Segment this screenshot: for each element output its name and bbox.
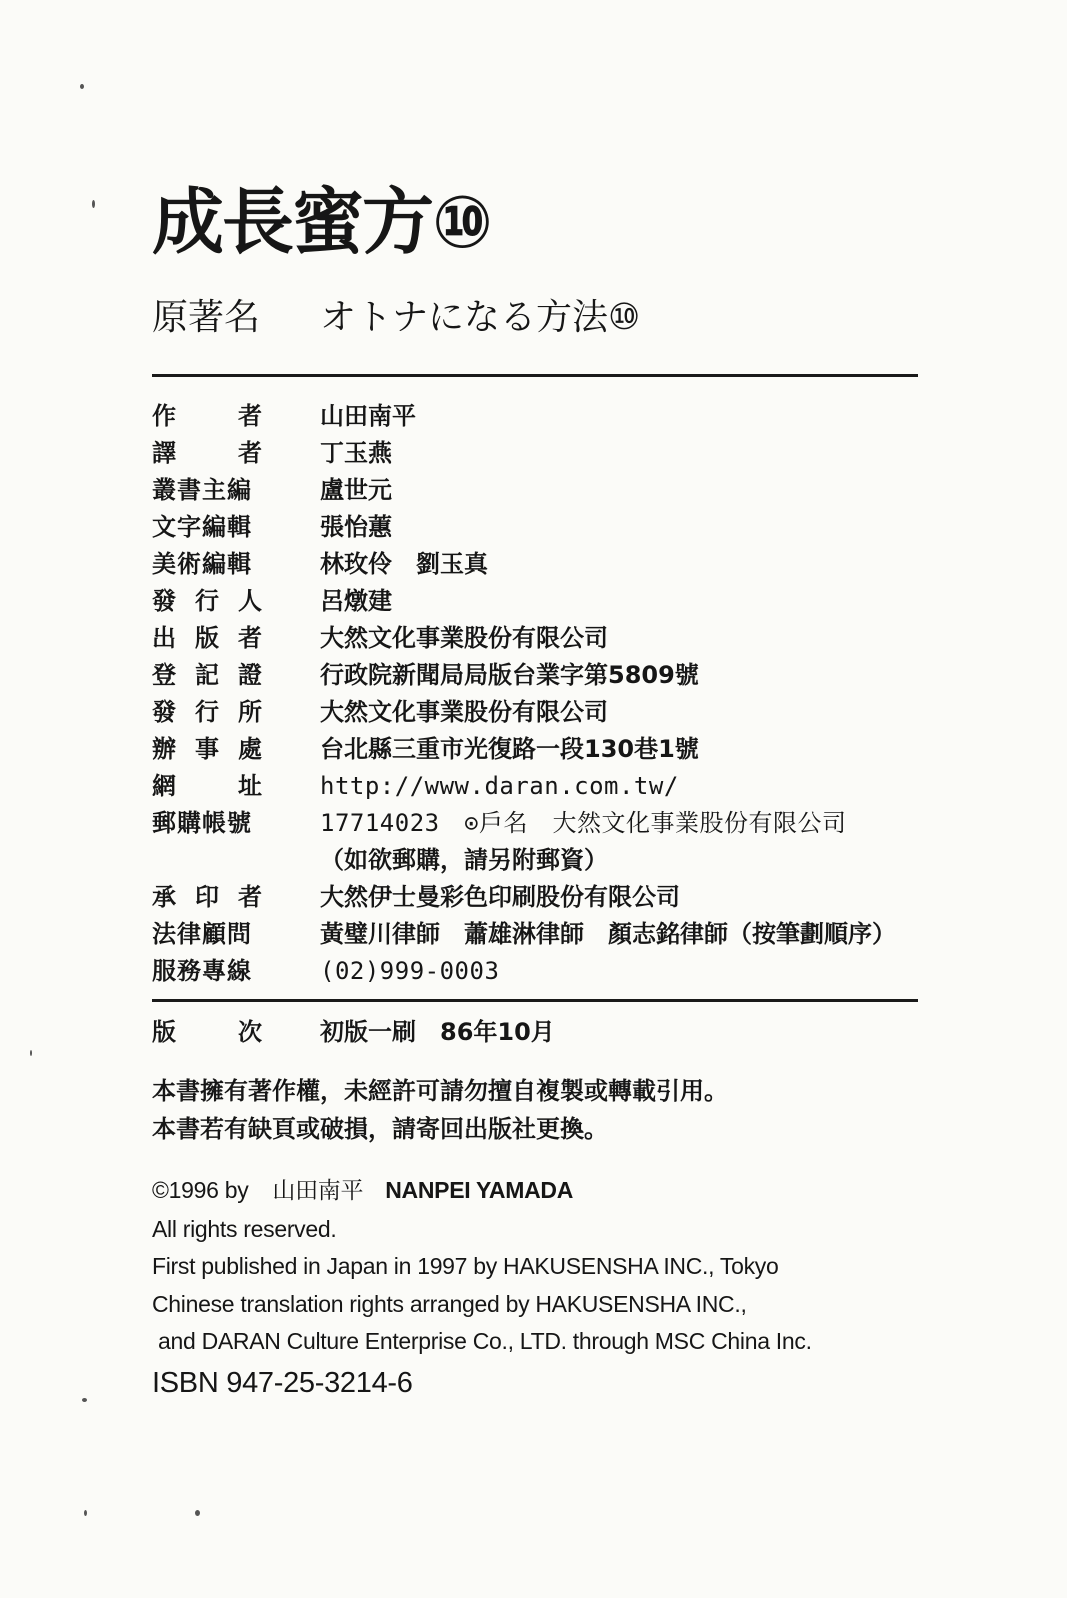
scan-speck <box>84 1510 87 1516</box>
english-line: Chinese translation rights arranged by HAKUSENSHA INC., <box>152 1290 747 1317</box>
edition-row <box>152 1014 555 1051</box>
original-title-label: 原著名 <box>152 297 261 338</box>
credit-key: 法律顧問 <box>152 920 252 948</box>
credit-key: 作 者 <box>152 402 262 430</box>
credit-row <box>152 620 896 657</box>
english-line: and DARAN Culture Enterprise Co., LTD. through MSC China Inc. <box>158 1328 812 1354</box>
credit-row <box>152 916 896 953</box>
original-title <box>152 297 641 338</box>
credit-value: 張怡蕙 <box>320 513 392 541</box>
scan-speck <box>80 84 84 89</box>
scan-speck <box>82 1398 87 1402</box>
top-divider <box>152 374 918 377</box>
scan-speck <box>92 200 95 208</box>
credit-value: 台北縣三重市光復路一段130巷1號 <box>320 735 699 763</box>
credit-value: 17714023 ⊙戶名 大然文化事業股份有限公司 <box>320 809 847 837</box>
copyright-author-en: NANPEI YAMADA <box>385 1177 574 1203</box>
credit-row <box>152 953 896 990</box>
credit-key: 叢書主編 <box>152 476 252 504</box>
credit-key: 承 印 者 <box>152 883 262 911</box>
scan-speck <box>195 1510 200 1516</box>
credit-row <box>152 583 896 620</box>
credit-value: 大然文化事業股份有限公司 <box>320 698 608 726</box>
english-line: All rights reserved. <box>152 1215 337 1242</box>
copyright-notices <box>152 1072 728 1148</box>
credit-value: 行政院新聞局局版台業字第5809號 <box>320 661 699 689</box>
credit-key: 服務專線 <box>152 957 252 985</box>
credit-row <box>152 768 896 805</box>
credit-value: 丁玉燕 <box>320 439 392 467</box>
credit-value: 山田南平 <box>320 402 416 430</box>
credit-row <box>152 731 896 768</box>
credit-value: 盧世元 <box>320 476 392 504</box>
scan-speck <box>30 1050 32 1056</box>
copyright-line <box>152 1172 812 1211</box>
credit-row <box>152 805 896 842</box>
credit-row <box>152 435 896 472</box>
credit-key: 文字編輯 <box>152 513 252 541</box>
book-title: 成長蜜方⑩ <box>152 180 491 264</box>
credit-key: 郵購帳號 <box>152 809 252 837</box>
credit-value: 大然伊士曼彩色印刷股份有限公司 <box>320 883 680 911</box>
credit-row <box>152 879 896 916</box>
credit-key: 發 行 所 <box>152 698 262 726</box>
credit-key: 譯 者 <box>152 439 262 467</box>
credit-row <box>152 842 896 879</box>
credit-row <box>152 546 896 583</box>
credit-key: 登 記 證 <box>152 661 262 689</box>
credit-row <box>152 657 896 694</box>
original-title-value: オトナになる方法⑩ <box>320 297 641 338</box>
credit-key: 辦 事 處 <box>152 735 262 763</box>
copyright-author-cjk: 山田南平 <box>272 1178 364 1204</box>
credit-key: 發 行 人 <box>152 587 262 615</box>
credit-value: (02)999-0003 <box>320 957 500 985</box>
edition-value: 初版一刷 86年10月 <box>320 1018 555 1046</box>
credit-key: 出 版 者 <box>152 624 262 652</box>
credit-value: 呂燉建 <box>320 587 392 615</box>
credit-key: 美術編輯 <box>152 550 252 578</box>
credit-row <box>152 509 896 546</box>
middle-divider <box>152 999 918 1002</box>
credits-list <box>152 398 896 990</box>
credit-row <box>152 472 896 509</box>
english-line: First published in Japan in 1997 by HAKUSENSHA INC., Tokyo <box>152 1253 779 1279</box>
edition-key: 版 次 <box>152 1018 262 1046</box>
credit-value: （如欲郵購，請另附郵資） <box>320 846 608 874</box>
isbn: ISBN 947-25-3214-6 <box>152 1366 413 1399</box>
credit-key: 網 址 <box>152 772 262 800</box>
credit-row <box>152 398 896 435</box>
english-copyright-block <box>152 1172 812 1403</box>
copyright-prefix: ©1996 by <box>152 1177 249 1203</box>
notice-line: 本書若有缺頁或破損，請寄回出版社更換。 <box>152 1115 608 1143</box>
credit-value: http://www.daran.com.tw/ <box>320 772 679 800</box>
notice-line: 本書擁有著作權，未經許可請勿擅自複製或轉載引用。 <box>152 1077 728 1105</box>
credit-value: 大然文化事業股份有限公司 <box>320 624 608 652</box>
credit-value: 黃璧川律師 蕭雄淋律師 顏志銘律師（按筆劃順序） <box>320 920 896 948</box>
credit-row <box>152 694 896 731</box>
credit-value: 林玫伶 劉玉真 <box>320 550 488 578</box>
